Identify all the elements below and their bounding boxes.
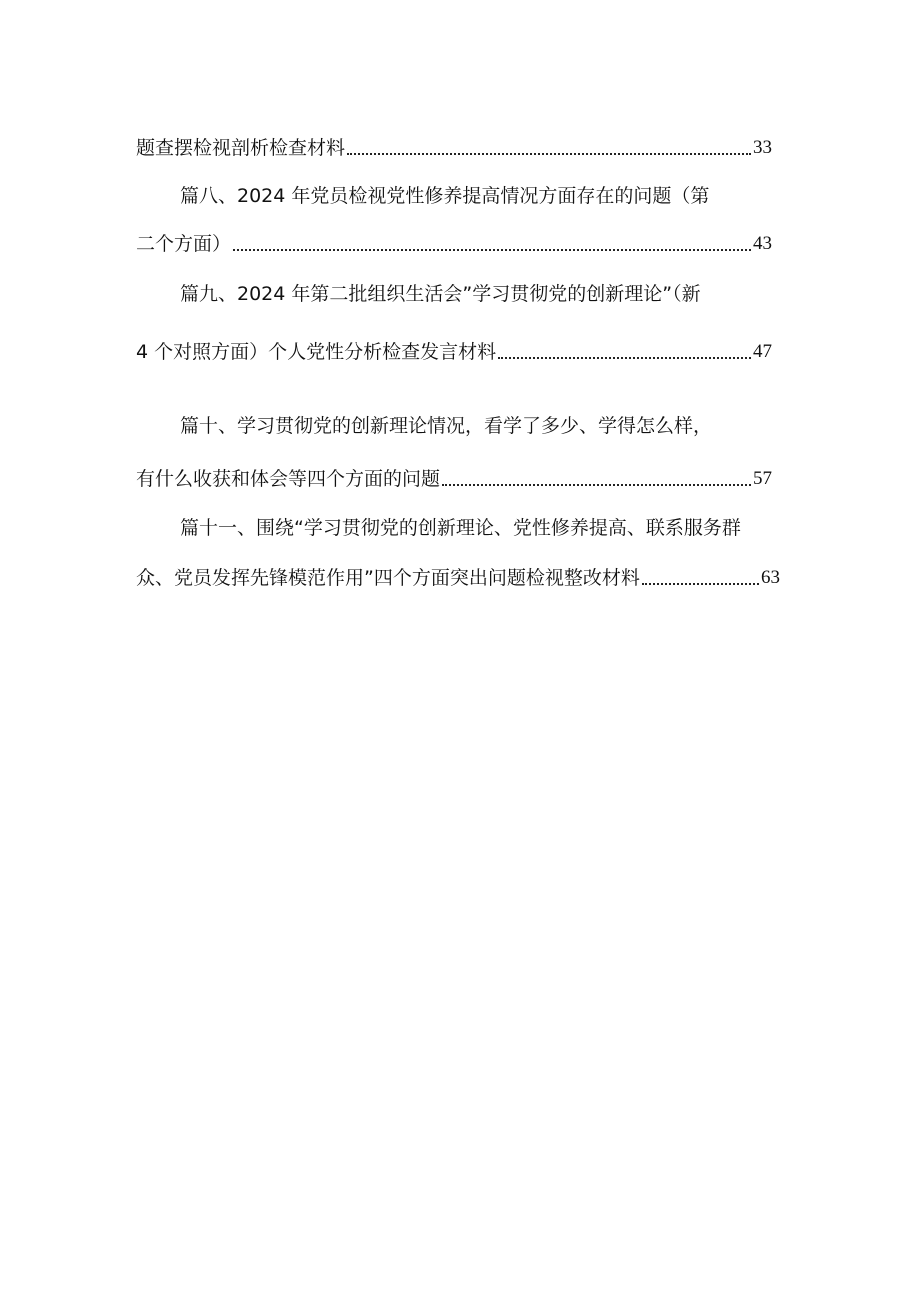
toc-entry-text: 4 个对照方面）个人党性分析检查发言材料 (136, 341, 497, 363)
toc-entry-line[interactable] (136, 466, 772, 492)
toc-entry-title-line[interactable] (180, 413, 772, 439)
toc-entry-text: 有什么收获和体会等四个方面的问题 (136, 468, 441, 490)
toc-entry-text: 篇八、2024 年党员检视党性修养提高情况方面存在的问题（第 (180, 185, 710, 207)
toc-entry-line[interactable] (136, 135, 772, 161)
toc-entry-text: 篇九、2024 年第二批组织生活会”学习贯彻党的创新理论”（新 (180, 283, 701, 305)
toc-entry-title-line[interactable] (180, 281, 772, 307)
toc-entry-text: 题查摆检视剖析检查材料 (136, 137, 346, 159)
dot-leader (347, 153, 751, 155)
toc-page-number: 47 (753, 341, 772, 362)
toc-entry-text: 二个方面） (136, 233, 232, 255)
toc-entry-text: 众、党员发挥先锋模范作用”四个方面突出问题检视整改材料 (136, 567, 640, 589)
toc-entry-line[interactable] (136, 339, 772, 365)
dot-leader (642, 583, 759, 585)
toc-page-number: 33 (753, 137, 772, 158)
toc-entry-title-line[interactable] (180, 183, 772, 209)
dot-leader (442, 484, 751, 486)
toc-entry-title-line[interactable] (180, 515, 784, 541)
dot-leader (498, 357, 751, 359)
toc-entry-line[interactable] (136, 231, 772, 257)
toc-entry-line[interactable] (136, 565, 780, 591)
toc-entry-text: 篇十、学习贯彻党的创新理论情况，看学了多少、学得怎么样， (180, 415, 713, 437)
toc-page-number: 63 (761, 567, 780, 588)
toc-page-number: 43 (753, 233, 772, 254)
toc-entry-text: 篇十一、围绕“学习贯彻党的创新理论、党性修养提高、联系服务群 (180, 517, 741, 539)
dot-leader (233, 249, 751, 251)
toc-page-number: 57 (753, 468, 772, 489)
